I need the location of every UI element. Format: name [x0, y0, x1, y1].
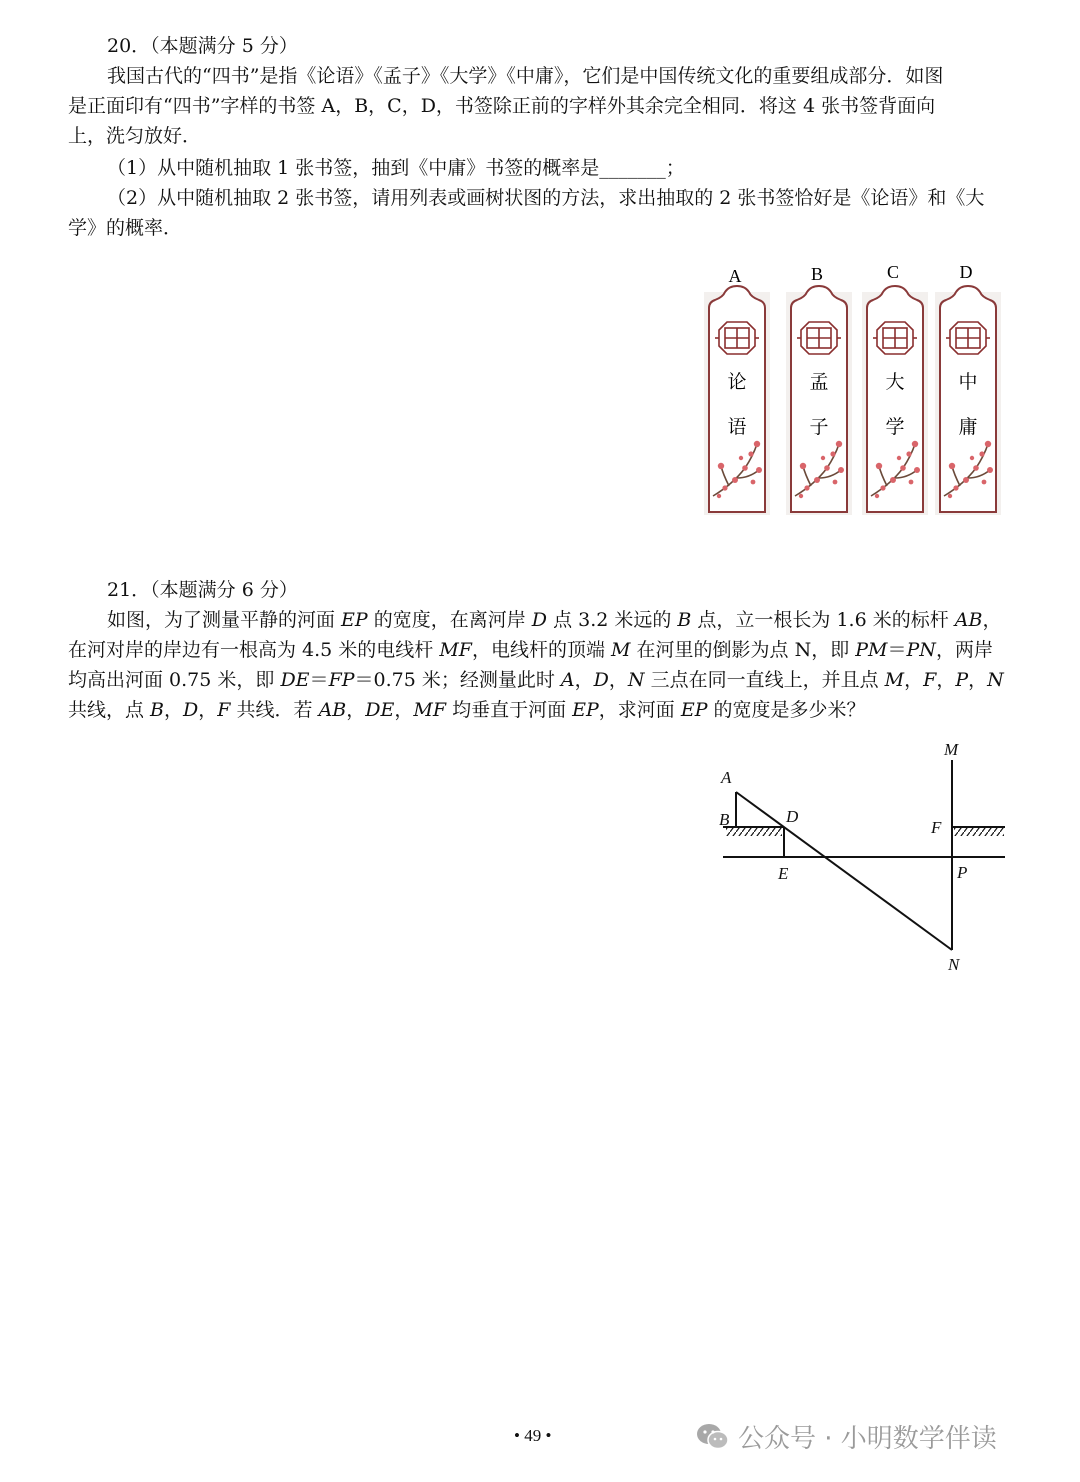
- label-p: P: [957, 863, 968, 882]
- bookmark-b-char-2: 子: [809, 416, 829, 438]
- label-f: F: [931, 818, 942, 837]
- label-b: B: [719, 810, 730, 829]
- bookmark-b: [786, 264, 852, 515]
- bookmark-a-char-2: 语: [727, 416, 747, 438]
- q20-subquestion-1: （1）从中随机抽取 1 张书签，抽到《中庸》书签的概率是_______；: [107, 157, 685, 179]
- q20-paragraph-line-2: 是正面印有“四书”字样的书签 A，B，C，D，书签除正前的字样外其余完全相同．将这 4 张书签背面向: [68, 95, 936, 117]
- bookmarks-figure: [695, 258, 1015, 520]
- q21-title: 21．（本题满分 6 分）: [107, 579, 298, 601]
- label-a: A: [721, 768, 732, 787]
- label-m: M: [944, 740, 959, 759]
- bookmark-a: [704, 266, 770, 515]
- label-e: E: [778, 864, 789, 883]
- watermark: [696, 1418, 997, 1455]
- sight-line-adn: [736, 792, 952, 950]
- bookmark-c-char-1: 大: [885, 371, 905, 393]
- watermark-text: 公众号 · 小明数学伴读: [738, 1424, 997, 1454]
- bookmark-d: [935, 262, 1001, 515]
- q20-subquestion-2: （2）从中随机抽取 2 张书签，请用列表或画树状图的方法，求出抽取的 2 张书签恰好是《论语》和《大: [107, 187, 985, 209]
- label-n: N: [948, 955, 960, 974]
- q20-paragraph-line-3: 上，洗匀放好．: [68, 125, 202, 147]
- bookmark-c-char-2: 学: [885, 416, 905, 438]
- bookmark-b-letter: B: [810, 264, 824, 284]
- bookmark-d-char-1: 中: [958, 371, 978, 393]
- q20-paragraph-line-1: 我国古代的“四书”是指《论语》《孟子》《大学》《中庸》，它们是中国传统文化的重要组成部分．如图: [107, 65, 944, 87]
- bookmark-c-letter: C: [886, 262, 900, 282]
- page-number: • 49 •: [514, 1426, 552, 1445]
- bookmark-c: [862, 262, 928, 515]
- q21-paragraph-line-2: 在河对岸的岸边有一根高为 4.5 米的电线杆 MF，电线杆的顶端 M 在河里的倒影为点 N，即 PM＝PN，两岸: [68, 639, 993, 661]
- q21-paragraph-line-3: 均高出河面 0.75 米，即 DE＝FP＝0.75 米；经测量此时 A，D，N 三点在同一直线上，并且点 M，F，P，N: [68, 669, 1004, 691]
- bookmark-b-char-1: 孟: [809, 371, 829, 393]
- bookmark-a-letter: A: [728, 266, 742, 286]
- bookmark-a-char-1: 论: [727, 371, 747, 393]
- q21-paragraph-line-4: 共线，点 B，D，F 共线．若 AB，DE，MF 均垂直于河面 EP，求河面 EP 的宽度是多少米？: [68, 699, 866, 721]
- right-bank-hatch: [954, 828, 1004, 836]
- q20-subquestion-2-cont: 学》的概率．: [68, 217, 183, 239]
- bookmark-d-char-2: 庸: [958, 416, 978, 438]
- bookmark-d-letter: D: [959, 262, 973, 282]
- river-diagram: [712, 736, 1012, 981]
- q21-paragraph-line-1: 如图，为了测量平静的河面 EP 的宽度，在离河岸 D 点 3.2 米远的 B 点，立一根长为 1.6 米的标杆 AB，: [107, 609, 1002, 631]
- label-d: D: [786, 807, 799, 826]
- wechat-icon: [696, 1422, 730, 1452]
- left-bank-hatch: [726, 828, 782, 836]
- q20-title: 20．（本题满分 5 分）: [107, 35, 298, 57]
